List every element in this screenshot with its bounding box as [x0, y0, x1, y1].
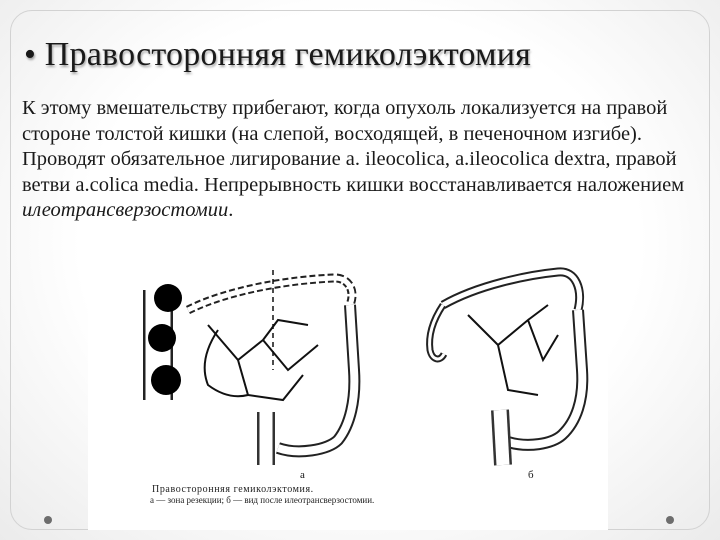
- frame-pin-right: [666, 516, 674, 524]
- slide-title: • Правосторонняя гемиколэктомия: [24, 36, 531, 73]
- body-paragraph: [22, 96, 702, 224]
- body-text-main: К этому вмешательству прибегают, когда опухоль локализуется на правой стороне толстой кишки (на слепой, восходящей, в печеночном изгибе). Проводят обязательное лигирование a. ileocolica, a.ileocolica dextra, правой ветви a.colica media. Непрерывность кишки восстанавливается наложением: [22, 97, 685, 196]
- tumor-2: [148, 324, 176, 352]
- body-text-italic-term: илеотрансверзостомии: [22, 199, 229, 221]
- frame-pin-left: [44, 516, 52, 524]
- figure-caption: [150, 484, 374, 505]
- tumor-3: [151, 365, 181, 395]
- label-b: б: [528, 469, 534, 481]
- caption-text: а — зона резекции; б — вид после илеотрансверзостомии.: [150, 495, 375, 505]
- label-a: а: [300, 469, 305, 481]
- caption-title: Правосторонняя гемиколэктомия.: [152, 484, 314, 495]
- body-text-end: .: [228, 199, 234, 221]
- tumor-1: [154, 284, 182, 312]
